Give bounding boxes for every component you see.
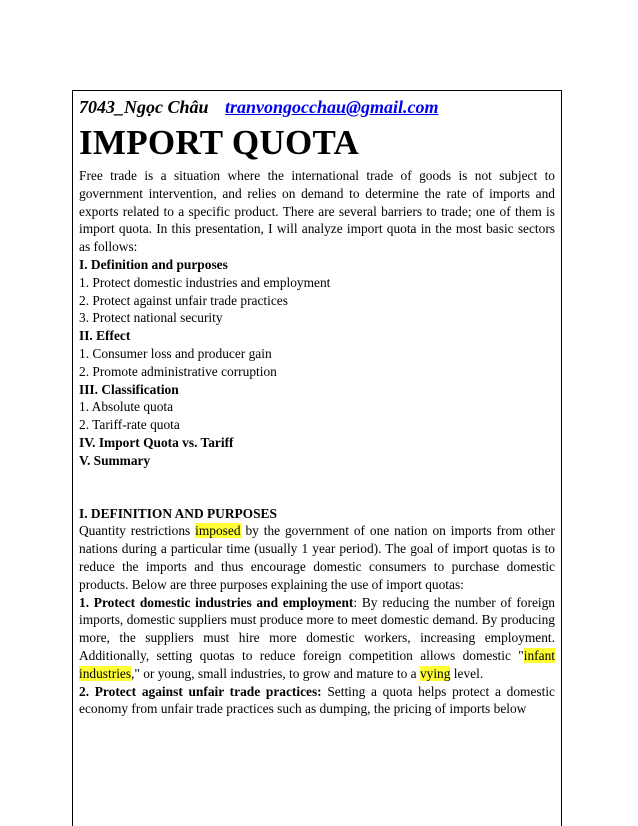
outline-heading-3: III. Classification: [79, 381, 179, 397]
highlighted-word: vying: [419, 665, 451, 681]
outline-item: 1. Consumer loss and producer gain: [79, 345, 272, 361]
author-name: 7043_Ngọc Châu: [79, 97, 209, 117]
outline-heading-1: I. Definition and purposes: [79, 256, 228, 272]
definition-text: by the government of one nation on imports from other nations during a particular time (usually 1 year period). The goal of import quotas is to reduce the imports and thus encourage domestic consumers to purchase domestic products. Below are three purposes explaining the use of import quotas:: [79, 523, 555, 592]
outline-item: 2. Promote administrative corruption: [79, 363, 277, 379]
author-header: [79, 95, 555, 119]
highlighted-word: imposed: [195, 523, 241, 539]
spacer: [79, 470, 555, 505]
outline-item: 1. Protect domestic industries and employment: [79, 274, 331, 290]
purpose-1-paragraph: [79, 594, 555, 683]
purpose-2-text: Setting a quota helps protect a domestic economy from unfair trade practices such as dumping, the pricing of imports below: [79, 683, 555, 717]
outline-item: 2. Protect against unfair trade practices: [79, 292, 288, 308]
purpose-1-text: level.: [450, 665, 484, 681]
outline-heading-2: II. Effect: [79, 328, 131, 344]
outline: [79, 256, 555, 470]
email-link[interactable]: tranvongocchau@gmail.com: [225, 97, 439, 117]
document-title: IMPORT QUOTA: [79, 123, 360, 162]
document-page: [72, 90, 562, 826]
definition-text: Quantity restrictions: [79, 523, 196, 539]
outline-heading-5: V. Summary: [79, 452, 151, 468]
outline-item: 2. Tariff-rate quota: [79, 417, 180, 433]
purpose-2-paragraph: [79, 683, 555, 719]
section-heading: I. DEFINITION AND PURPOSES: [79, 505, 277, 521]
outline-heading-4: IV. Import Quota vs. Tariff: [79, 434, 234, 450]
outline-item: 1. Absolute quota: [79, 399, 174, 415]
purpose-1-text: : By reducing the number of foreign imports, domestic suppliers must produce more to meet domestic demand. By producing more, the suppliers must hire more domestic workers, increasing employment. Additionally, setting quotas to reduce foreign competition allows domestic ": [79, 594, 555, 663]
definition-paragraph: [79, 522, 555, 593]
purpose-1-label: 1. Protect domestic industries and employment: [79, 594, 354, 610]
highlighted-word: infant industries: [79, 647, 555, 681]
purpose-2-label: 2. Protect against unfair trade practices:: [79, 683, 322, 699]
purpose-1-text: ," or young, small industries, to grow and mature to a: [131, 665, 420, 681]
outline-item: 3. Protect national security: [79, 310, 223, 326]
intro-paragraph: Free trade is a situation where the international trade of goods is not subject to government intervention, and relies on demand to determine the rate of imports and exports related to a specific product. There are several barriers to trade; one of them is import quota. In this presentation, I will analyze import quota in the most basic sectors as follows:: [79, 168, 555, 255]
